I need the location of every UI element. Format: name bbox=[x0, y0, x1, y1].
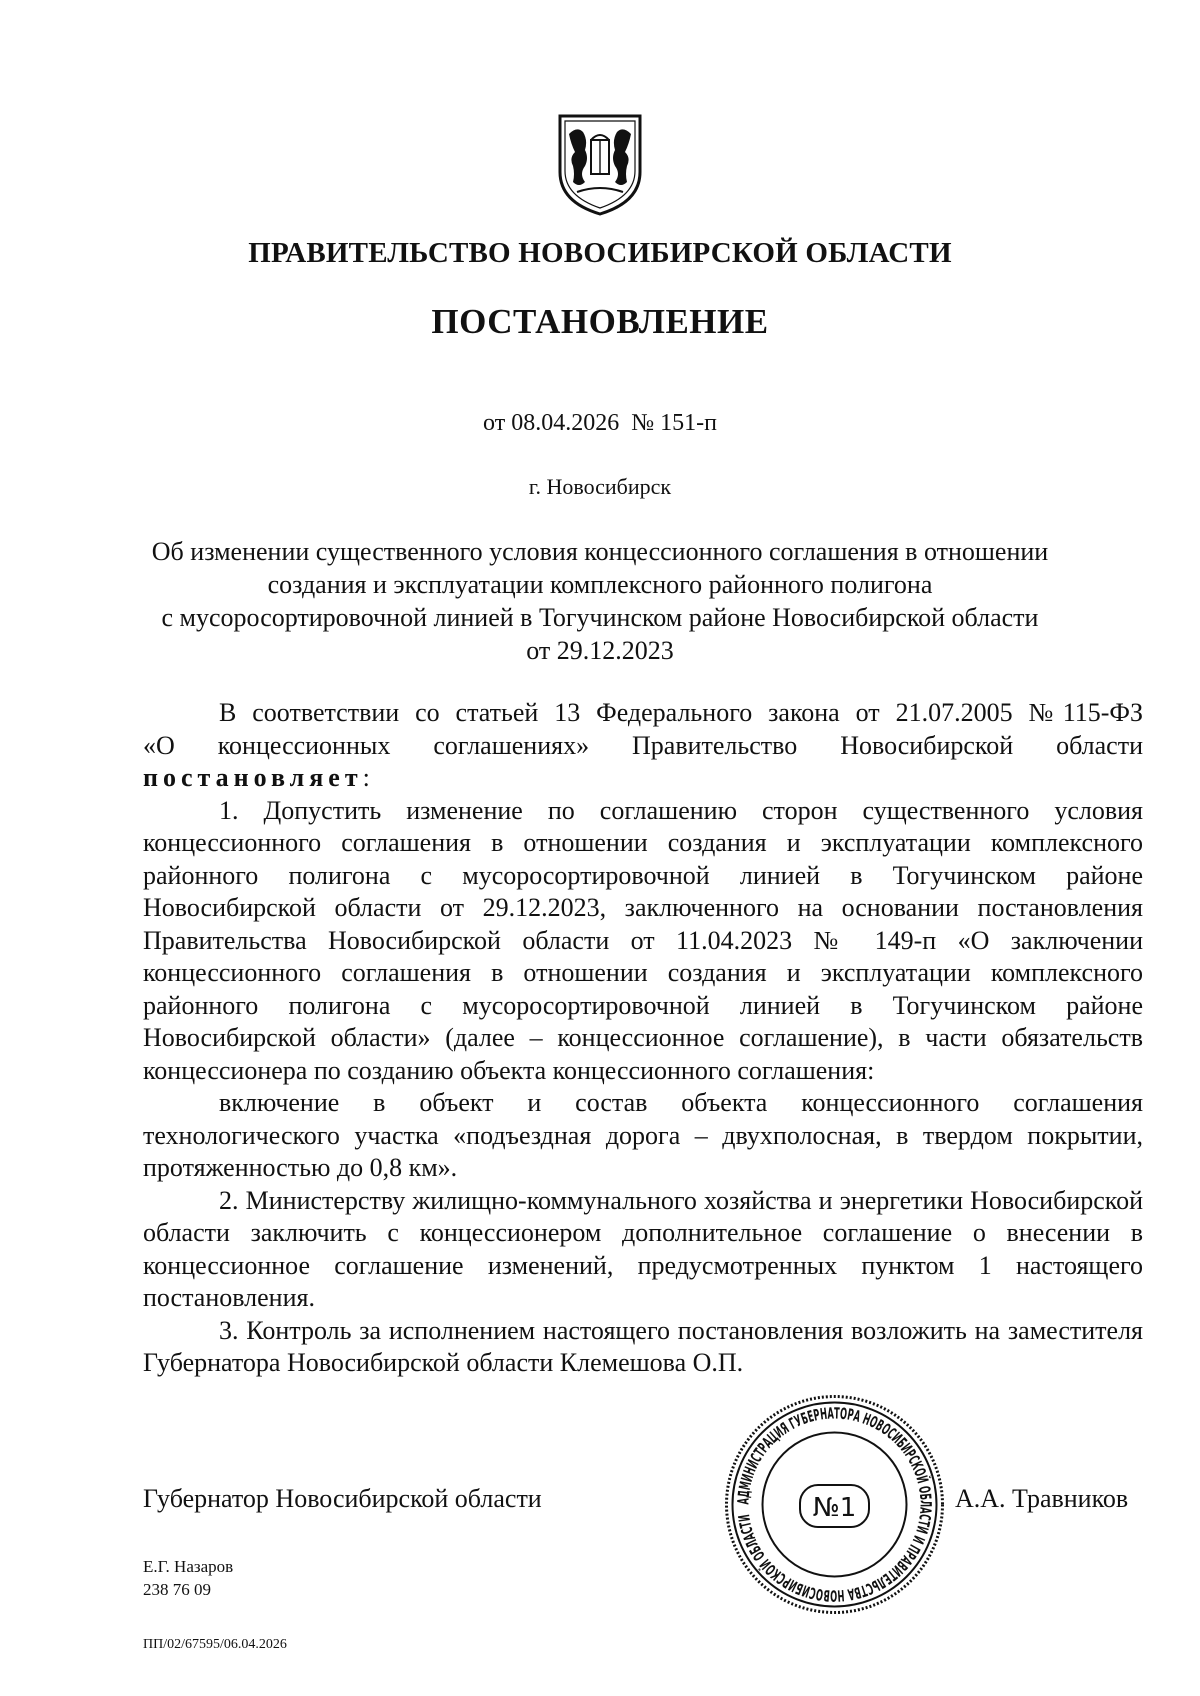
item-1: 1. Допустить изменение по соглашению сторон существенного условия концессионного соглашения в отношении создания и эксплуатации комплексного районного полигона с мусоросортировочной линией в Тогучинском районе Новосибирской области от 29.12.2023, заключенного на основании постановления Правительства Новосибирской области от 11.04.2023 № 149-п «О заключении концессионного соглашения в отношении создания и эксплуатации комплексного районного полигона с мусоросортировочной линией в Тогучинском районе Новосибирской области» (далее – концессионное соглашение), в части обязательств концессионера по созданию объекта концессионного соглашения: bbox=[143, 795, 1143, 1085]
executor-name: Е.Г. Назаров bbox=[143, 1557, 234, 1576]
date-number: от 08.04.2026 № 151-п bbox=[483, 410, 717, 436]
city: г. Новосибирск bbox=[528, 474, 672, 499]
document-body bbox=[143, 697, 1143, 1380]
preamble-line-1: В соответствии со статьей 13 Федерального закона от 21.07.2005 №115-ФЗ bbox=[219, 698, 1143, 727]
title-line: Об изменении существенного условия концессионного соглашения в отношении bbox=[151, 537, 1049, 566]
signatory-position: Губернатор Новосибирской области bbox=[143, 1484, 542, 1513]
title-line: от 29.12.2023 bbox=[526, 636, 674, 665]
signatory-name: А.А. Травников bbox=[955, 1484, 1129, 1513]
document-title bbox=[0, 535, 1200, 667]
executor-info bbox=[143, 1555, 233, 1601]
item-3: 3. Контроль за исполнением настоящего постановления возложить на заместителя Губернатора Новосибирской области Клемешова О.П. bbox=[143, 1315, 1143, 1377]
stamp-ring-text-path: АДМИНИСТРАЦИЯ ГУБЕРНАТОРА НОВОСИБИРСКОЙ ОБЛАСТИ И ПРАВИТЕЛЬСТВА НОВОСИБИРСКОЙ ОБЛАСТИ bbox=[734, 1404, 935, 1605]
resolves-word: постановляет bbox=[143, 763, 363, 792]
stamp-number: №1 bbox=[812, 1493, 857, 1523]
resolves-colon: : bbox=[362, 763, 370, 792]
title-line: с мусоросортировочной линией в Тогучинском районе Новосибирской области bbox=[161, 603, 1039, 632]
organization-title: ПРАВИТЕЛЬСТВО НОВОСИБИРСКОЙ ОБЛАСТИ bbox=[248, 237, 952, 269]
executor-phone: 238 76 09 bbox=[143, 1580, 211, 1599]
document-id: ПП/02/67595/06.04.2026 bbox=[143, 1637, 287, 1652]
title-line: создания и эксплуатации комплексного районного полигона bbox=[267, 570, 933, 599]
official-stamp bbox=[722, 1392, 947, 1617]
coat-of-arms-icon bbox=[555, 110, 645, 218]
item-2: 2. Министерству жилищно-коммунального хозяйства и энергетики Новосибирской области заключить с концессионером дополнительное соглашение о внесении в концессионное соглашение изменений, предусмотренных пунктом 1 настоящего постановления. bbox=[143, 1185, 1143, 1312]
item-1-sub: включение в объект и состав объекта концессионного соглашения технологического участка «подъездная дорога – двухполосная, в твердом покрытии, протяженностью до 0,8 км». bbox=[143, 1088, 1143, 1182]
preamble-line-2: «О концессионных соглашениях» Правительство Новосибирской области bbox=[143, 730, 1143, 760]
resolves-line bbox=[143, 762, 1143, 795]
document-type: ПОСТАНОВЛЕНИЕ bbox=[431, 302, 769, 341]
